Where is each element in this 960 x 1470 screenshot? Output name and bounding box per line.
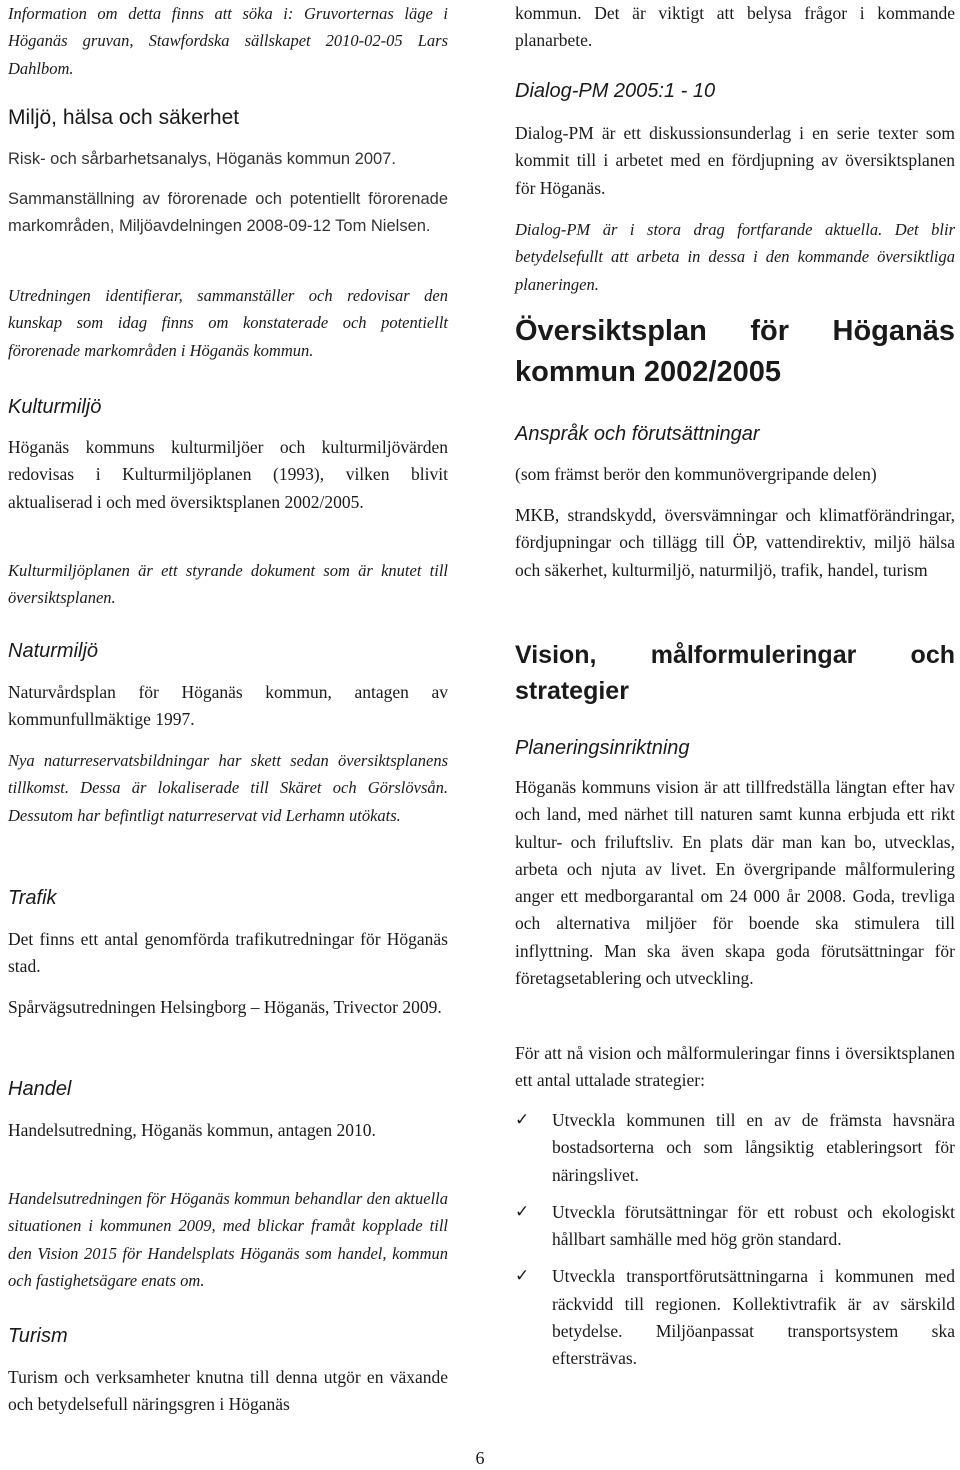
ansprak-parenthetical: (som främst berör den kommunövergripande delen) — [515, 464, 877, 484]
kulturmiljo-text: Höganäs kommuns kulturmiljöer och kulturmiljövärden redovisas i Kulturmiljöplanen (1993), vilken blivit aktualiserad i och med översiktsplanen 2002/2005. — [8, 437, 448, 512]
heading-miljo: Miljö, hälsa och säkerhet — [8, 106, 240, 129]
heading-planeringsinriktning: Planeringsinriktning — [515, 737, 690, 759]
dialog-italic: Dialog-PM är i stora drag fortfarande aktuella. Det blir betydelsefullt att arbeta in dessa i den kommande översiktliga planeringen. — [515, 220, 955, 294]
check-icon: ✓ — [515, 1266, 530, 1287]
heading-ansprak: Anspråk och förutsättningar — [515, 423, 760, 445]
strategy-list — [515, 1107, 955, 1383]
check-icon: ✓ — [515, 1110, 530, 1130]
strategy-item — [515, 1263, 955, 1372]
heading-naturmiljo: Naturmiljö — [8, 640, 99, 662]
strategy-text: Utveckla transportförutsättningarna i kommunen med räckvidd till regionen. Kollektivtrafik är av särskild betydelse. Miljöanpassat transportsystem ska eftersträvas. — [552, 1266, 955, 1369]
trafik-text-1: Det finns ett antal genomförda trafikutredningar för Höganäs stad. — [8, 929, 448, 977]
trafik-text-2: Spårvägsutredningen Helsingborg – Höganäs, Trivector 2009. — [8, 997, 442, 1017]
strategy-item — [515, 1199, 955, 1254]
heading-oversiktsplan: Översiktsplan för Höganäs kommun 2002/2005 — [515, 315, 955, 388]
page-number: 6 — [475, 1448, 485, 1468]
heading-trafik: Trafik — [8, 887, 57, 909]
handel-italic: Handelsutredningen för Höganäs kommun behandlar den aktuella situationen i kommunen 2009, med blickar framåt kopplade till den Vision 2015 för Handelsplats Höganäs som handel, kommun och fastighetsägare enats om. — [8, 1189, 448, 1290]
handel-text: Handelsutredning, Höganäs kommun, antagen 2010. — [8, 1120, 376, 1140]
strategy-text: Utveckla kommunen till en av de främsta havsnära bostadsorterna och som långsiktig etableringsort för näringslivet. — [552, 1110, 955, 1185]
strategy-text: Utveckla förutsättningar för ett robust och ekologiskt hållbart samhälle med hög grön standard. — [552, 1201, 955, 1250]
heading-dialog-pm: Dialog-PM 2005:1 - 10 — [515, 80, 716, 102]
sammanstallning-text: Sammanställning av förorenade och potentiellt förorenade markområden, Miljöavdelningen 2008-09-12 Tom Nielsen. — [8, 190, 448, 236]
intro-italic: Information om detta finns att söka i: Gruvorternas läge i Höganäs gruvan, Stawfordska sällskapet 2010-02-05 Lars Dahlbom. — [8, 4, 448, 78]
heading-kulturmiljo: Kulturmiljö — [8, 396, 102, 418]
heading-turism: Turism — [8, 1325, 68, 1347]
dialog-text: Dialog-PM är ett diskussionsunderlag i en serie texter som kommit till i arbetet med en fördjupning av översiktsplanen för Höganäs. — [515, 123, 955, 198]
utredningen-italic: Utredningen identifierar, sammanställer och redovisar den kunskap som idag finns om konstaterade och potentiellt förorenade markområden i Höganäs kommun. — [8, 286, 448, 360]
heading-vision: Vision, målformuleringar och strategier — [515, 641, 955, 705]
heading-handel: Handel — [8, 1078, 72, 1100]
check-icon: ✓ — [515, 1201, 530, 1222]
vision-text: Höganäs kommuns vision är att tillfredställa längtan efter hav och land, med närhet till naturen samt kunna erbjuda ett rikt kultur- och friluftsliv. En plats där man kan bo, utvecklas, arbeta och njuta av livet. En övergripande målformulering anger ett medborgarantal om 24 000 år 2008. Goda, trevliga och alternativa miljöer för boende ska stimulera till inflyttning. Man ska även skapa goda förutsättningar för företagsetablering och utveckling. — [515, 777, 955, 989]
risk-line: Risk- och sårbarhetsanalys, Höganäs kommun 2007. — [8, 150, 396, 168]
strategy-item — [515, 1107, 955, 1189]
ansprak-text: MKB, strandskydd, översvämningar och klimatförändringar, fördjupningar och tillägg till ÖP, vattendirektiv, miljö hälsa och säkerhet, kulturmiljö, naturmiljö, trafik, handel, turism — [515, 505, 955, 580]
kulturmiljo-italic: Kulturmiljöplanen är ett styrande dokument som är knutet till översiktsplanen. — [8, 561, 448, 608]
turism-text: Turism och verksamheter knutna till denna utgör en växande och betydelsefull näringsgren i Höganäs — [8, 1367, 448, 1415]
naturmiljo-italic: Nya naturreservatsbildningar har skett sedan översiktsplanens tillkomst. Dessa är lokaliserade till Skäret och Görslövsån. Dessutom har befintligt naturreservat vid Lerhamn utökats. — [8, 751, 448, 825]
continued-text: kommun. Det är viktigt att belysa frågor i kommande planarbete. — [515, 3, 955, 51]
strategier-intro: För att nå vision och målformuleringar finns i översiktsplanen ett antal uttalade strategier: — [515, 1043, 955, 1091]
naturmiljo-text: Naturvårdsplan för Höganäs kommun, antagen av kommunfullmäktige 1997. — [8, 682, 448, 730]
